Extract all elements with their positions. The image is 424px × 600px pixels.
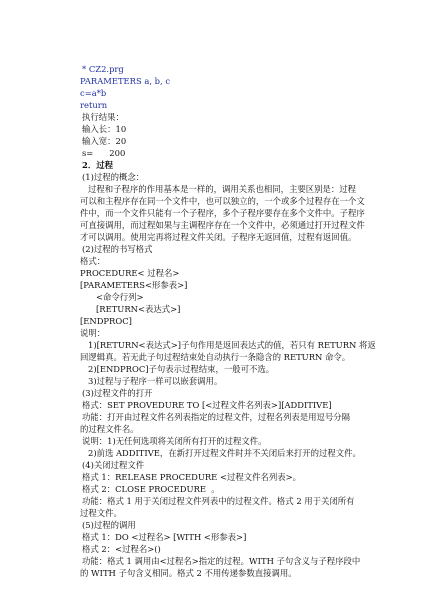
subheading: (5)过程的调用 (82, 520, 136, 530)
paragraph-line: 1)[RETURN<表达式>]子句作用是返回表达式的值，若只有 RETURN 将返 (88, 340, 376, 350)
paragraph-line: 2)前选 ADDITIVE，在新打开过程文件时并不关闭后来打开的过程文件。 (88, 448, 361, 458)
paragraph-line: 格式： (80, 256, 106, 266)
paragraph-line: 格式 2：CLOSE PROCEDURE 。 (82, 484, 220, 494)
syntax-line: PROCEDURE< 过程名> (80, 268, 180, 278)
paragraph-line: 功能：格式 1 调用由<过程名>指定的过程。WITH 子句含义与子程序段中 (82, 556, 361, 566)
result-line: s= 200 (82, 148, 126, 158)
paragraph-line: 的过程文件名。 (80, 424, 139, 434)
result-line: 输入长：10 (82, 124, 127, 134)
paragraph-line: 2)[ENDPROC]子句表示过程结束，一般可不选。 (88, 364, 275, 374)
code-line: c=a*b (80, 88, 107, 98)
syntax-line: <命令行列> (96, 292, 144, 302)
code-line: PARAMETERS a, b, c (80, 76, 171, 86)
paragraph-line: 3)过程与子程序一样可以嵌套调用。 (88, 376, 223, 386)
paragraph-line: 件中，而一个文件只能有一个子程序，多个子程序要存在多个文件中。子程序 (80, 208, 365, 218)
paragraph-line: 功能：格式 1 用于关闭过程文件列表中的过程文件。格式 2 用于关闭所有 (82, 496, 355, 506)
subheading: (4)关闭过程文件 (82, 460, 145, 470)
code-line: * CZ2.prg (82, 64, 124, 74)
code-line: return (80, 100, 108, 110)
paragraph-line: 过程文件。 (80, 508, 122, 518)
paragraph-line: 过程和子程序的作用基本是一样的，调用关系也相同，主要区别是：过程 (88, 184, 356, 194)
paragraph-line: 格式：SET PROVEDURE TO [<过程文件名列表>][ADDITIVE] (82, 400, 332, 410)
paragraph-line: 格式 1：RELEASE PROCEDURE <过程文件名列表>。 (82, 472, 301, 482)
paragraph-line: 才可以调用。使用完再将过程文件关闭。子程序无返回值，过程有返回值。 (80, 232, 357, 242)
paragraph-line: 说明： (80, 328, 106, 338)
paragraph-line: 可直接调用，而过程如果与主调程序存在一个文件中，必须通过打开过程文件 (80, 220, 365, 230)
syntax-line: [RETURN<表达式>] (96, 304, 181, 314)
paragraph-line: 功能：打开由过程文件名列表指定的过程文件，过程名列表是用逗号分隔 (82, 412, 350, 422)
paragraph-line: 说明：1)无任何选项将关闭所有打开的过程文件。 (82, 436, 267, 446)
subheading: (1)过程的概念： (82, 172, 145, 182)
paragraph-line: 的 WITH 子句含义相同。格式 2 不用传递参数直接调用。 (80, 568, 297, 578)
result-line: 执行结果： (82, 112, 124, 122)
paragraph-line: 可以和主程序存在同一个文件中，也可以独立的，一个或多个过程存在一个文 (80, 196, 365, 206)
syntax-line: [PARAMETERS<形参表>] (80, 280, 188, 290)
syntax-line: [ENDPROC] (80, 316, 132, 326)
paragraph-line: 回逻辑真。若无此子句过程结束处自动执行一条隐含的 RETURN 命令。 (80, 352, 351, 362)
paragraph-line: 格式 2：<过程名>() (82, 544, 161, 554)
paragraph-line: 格式 1：DO <过程名> [WITH <形参表>] (82, 532, 247, 542)
subheading: (2)过程的书写格式 (82, 244, 153, 254)
section-heading: 2．过程 (82, 160, 113, 170)
result-line: 输入宽：20 (82, 136, 127, 146)
subheading: (3)过程文件的打开 (82, 388, 153, 398)
